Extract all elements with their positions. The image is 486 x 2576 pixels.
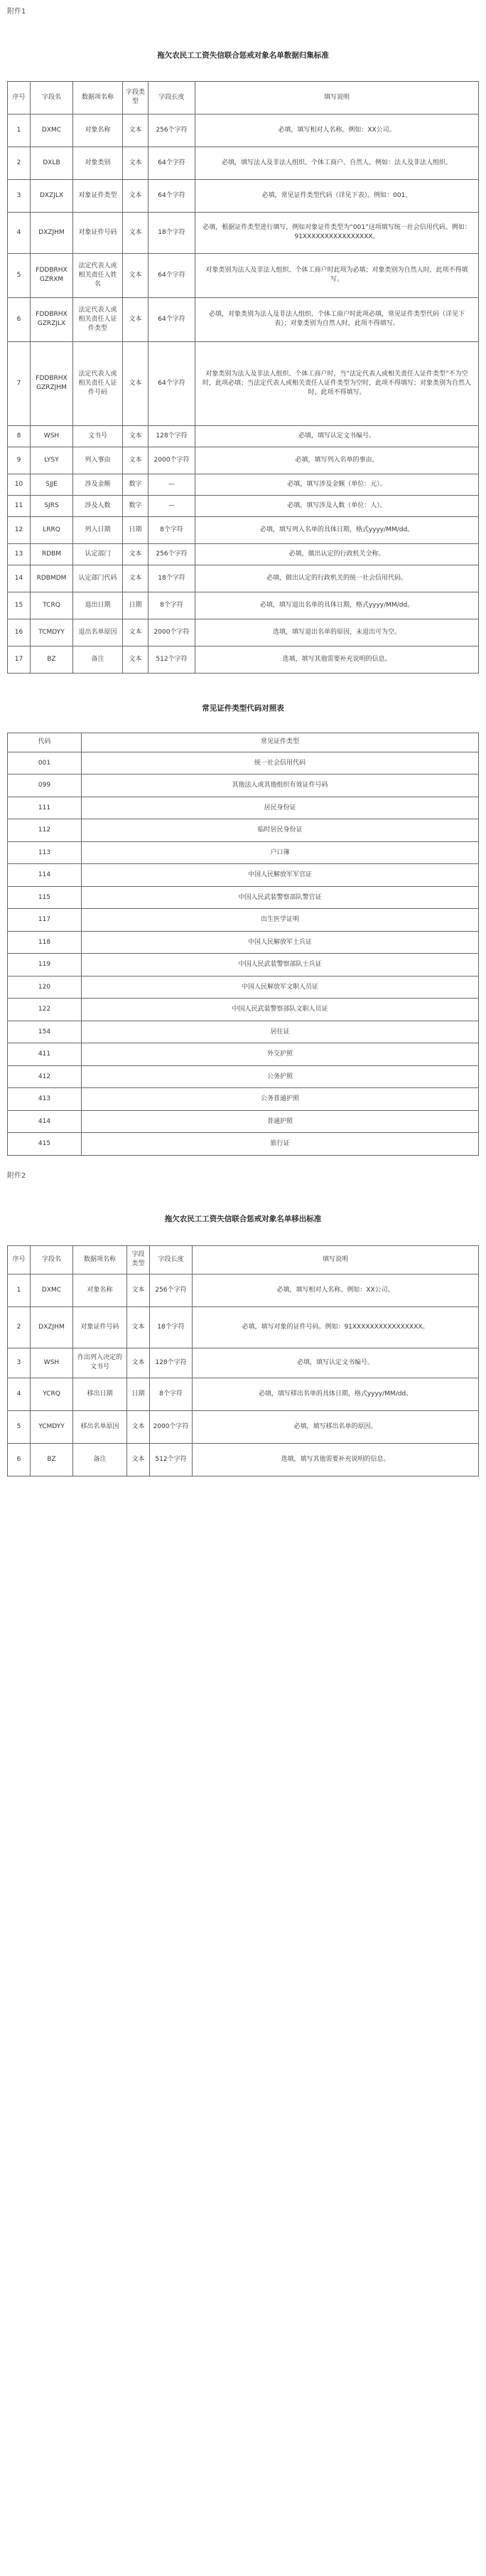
table-cell: 文本 bbox=[123, 619, 148, 646]
table-row bbox=[8, 1443, 479, 1476]
table-cell: 文本 bbox=[127, 1274, 150, 1306]
table-row bbox=[8, 516, 479, 543]
table-cell: 必填，填写移出名单的原因。 bbox=[193, 1410, 479, 1443]
table-cell: 14 bbox=[8, 565, 31, 592]
t1-body bbox=[8, 81, 479, 673]
column-header: 序号 bbox=[8, 1245, 31, 1274]
table-cell: 113 bbox=[8, 841, 82, 864]
table-cell: 必填，做出认定的行政机关的统一社会信用代码。 bbox=[195, 565, 479, 592]
column-header: 字段长度 bbox=[148, 81, 195, 114]
table-row bbox=[8, 752, 479, 775]
table-cell: 对象类别为法人及非法人组织、个体工商户时，当“法定代表人或相关责任人证件类型”不为空时，此项必填；当法定代表人或相关责任人证件类型为空时，此项不得填写；对象类别为自然人时，此项不得填写。 bbox=[195, 341, 479, 425]
table-row bbox=[8, 954, 479, 976]
table-row bbox=[8, 592, 479, 619]
table-cell: 122 bbox=[8, 999, 82, 1021]
table-cell: 4 bbox=[8, 1378, 31, 1410]
table-cell: 112 bbox=[8, 819, 82, 842]
table-cell: 数字 bbox=[123, 495, 148, 516]
table-cell: SJRS bbox=[31, 495, 73, 516]
table-row bbox=[8, 179, 479, 212]
table-cell: 文本 bbox=[127, 1348, 150, 1378]
table-row bbox=[8, 819, 479, 842]
table-cell: 119 bbox=[8, 954, 82, 976]
table-row bbox=[8, 253, 479, 297]
column-header: 数据项名称 bbox=[73, 81, 123, 114]
table-cell: 文本 bbox=[123, 297, 148, 341]
table-cell: 1 bbox=[8, 1274, 31, 1306]
column-header: 字段类型 bbox=[127, 1245, 150, 1274]
table-cell: 备注 bbox=[73, 646, 123, 673]
table-row bbox=[8, 565, 479, 592]
table-cell: 必填，填写涉及金额（单位：元）。 bbox=[195, 474, 479, 495]
table-cell: 4 bbox=[8, 212, 31, 253]
table-cell: 2000个字符 bbox=[148, 447, 195, 474]
table-cell: WSH bbox=[31, 425, 73, 447]
table-cell: 日期 bbox=[127, 1378, 150, 1410]
table-cell: 文本 bbox=[123, 447, 148, 474]
table-cell: DXZJHM bbox=[31, 212, 73, 253]
table-cell: RDBM bbox=[31, 543, 73, 565]
table-row bbox=[8, 1274, 479, 1306]
table-cell: 备注 bbox=[73, 1443, 127, 1476]
table-cell: DXZJLX bbox=[31, 179, 73, 212]
table-cell: 必填，填写涉及人数（单位：人）。 bbox=[195, 495, 479, 516]
table-cell: 必填，填写对象的证件号码。例如：91XXXXXXXXXXXXXXXX。 bbox=[193, 1306, 479, 1348]
table-cell: TCRQ bbox=[31, 592, 73, 619]
table-row bbox=[8, 864, 479, 887]
table-cell: 18个字符 bbox=[148, 212, 195, 253]
table-cell: 256个字符 bbox=[148, 114, 195, 147]
table-cell: 8个字符 bbox=[150, 1378, 193, 1410]
table-cell: 对象证件号码 bbox=[73, 212, 123, 253]
table-row bbox=[8, 1110, 479, 1133]
table-cell: 居住证 bbox=[82, 1021, 479, 1043]
table-cell: FDDBRHXGZRZJLX bbox=[31, 297, 73, 341]
table-row bbox=[8, 474, 479, 495]
table-row bbox=[8, 147, 479, 179]
table-row bbox=[8, 999, 479, 1021]
table-cell: 必填，填写列入名单的具体日期，格式yyyy/MM/dd。 bbox=[195, 516, 479, 543]
table-cell: 256个字符 bbox=[150, 1274, 193, 1306]
table-cell: BZ bbox=[31, 646, 73, 673]
table-cell: 必填，填写退出名单的具体日期，格式yyyy/MM/dd。 bbox=[195, 592, 479, 619]
table-cell: 5 bbox=[8, 253, 31, 297]
table-cell: 选填，填写退出名单的原因，未退出可为空。 bbox=[195, 619, 479, 646]
table-row bbox=[8, 797, 479, 819]
table-cell: 日期 bbox=[123, 516, 148, 543]
table-cell: 必填，填写相对人名称。例如：XX公司。 bbox=[195, 114, 479, 147]
id-type-code-table bbox=[7, 733, 479, 1156]
table-cell: 115 bbox=[8, 886, 82, 909]
table-cell: 15 bbox=[8, 592, 31, 619]
table-header-row bbox=[8, 733, 479, 752]
table-cell: — bbox=[148, 474, 195, 495]
table-cell: 64个字符 bbox=[148, 253, 195, 297]
table-cell: 数字 bbox=[123, 474, 148, 495]
table-cell: 414 bbox=[8, 1110, 82, 1133]
table-cell: 户口簿 bbox=[82, 841, 479, 864]
attachment1-label: 附件1 bbox=[7, 8, 26, 16]
table-row bbox=[8, 976, 479, 999]
table-cell: 法定代表人或相关责任人证件号码 bbox=[73, 341, 123, 425]
table-cell: 11 bbox=[8, 495, 31, 516]
table-cell: 6 bbox=[8, 1443, 31, 1476]
table-cell: 文本 bbox=[127, 1410, 150, 1443]
table-cell: 认定部门 bbox=[73, 543, 123, 565]
table-cell: 外交护照 bbox=[82, 1043, 479, 1066]
table-row bbox=[8, 1021, 479, 1043]
collection-standard-table bbox=[7, 81, 479, 674]
attachment2-title: 拖欠农民工工资失信联合惩戒对象名单移出标准 bbox=[164, 1215, 322, 1224]
table-row bbox=[8, 447, 479, 474]
table-cell: 411 bbox=[8, 1043, 82, 1066]
table-cell: 中国人民武装警察部队士兵证 bbox=[82, 954, 479, 976]
table-cell: 法定代表人或相关责任人证件类型 bbox=[73, 297, 123, 341]
column-header: 字段名 bbox=[31, 81, 73, 114]
table-cell: 对象证件类型 bbox=[73, 179, 123, 212]
table-cell: 18个字符 bbox=[148, 565, 195, 592]
table-cell: 必填，填写认定文书编号。 bbox=[193, 1348, 479, 1378]
table-cell: FDDBRHXGZRZJHM bbox=[31, 341, 73, 425]
table-cell: SJJE bbox=[31, 474, 73, 495]
table-cell: 10 bbox=[8, 474, 31, 495]
column-header: 填写说明 bbox=[195, 81, 479, 114]
table-cell: 64个字符 bbox=[148, 179, 195, 212]
table-row bbox=[8, 646, 479, 673]
table-cell: 128个字符 bbox=[148, 425, 195, 447]
column-header: 常见证件类型 bbox=[82, 733, 479, 752]
table-cell: 8个字符 bbox=[148, 592, 195, 619]
table-cell: 出生医学证明 bbox=[82, 909, 479, 932]
table-cell: 文本 bbox=[127, 1443, 150, 1476]
table-cell: YCRQ bbox=[31, 1378, 73, 1410]
table-cell: 对象类别 bbox=[73, 147, 123, 179]
table-cell: 2000个字符 bbox=[148, 619, 195, 646]
table-cell: FDDBRHXGZRXM bbox=[31, 253, 73, 297]
column-header: 字段长度 bbox=[150, 1245, 193, 1274]
table-cell: 2 bbox=[8, 147, 31, 179]
table-cell: 117 bbox=[8, 909, 82, 932]
table-cell: 中国人民武装警察部队文职人员证 bbox=[82, 999, 479, 1021]
table-cell: WSH bbox=[31, 1348, 73, 1378]
table-cell: 412 bbox=[8, 1065, 82, 1088]
table-cell: 64个字符 bbox=[148, 341, 195, 425]
table-cell: 2000个字符 bbox=[150, 1410, 193, 1443]
table-cell: 其他法人或其他组织有效证件号码 bbox=[82, 775, 479, 797]
table-row bbox=[8, 1088, 479, 1111]
table-row bbox=[8, 931, 479, 954]
table-row bbox=[8, 495, 479, 516]
table-cell: 文本 bbox=[123, 212, 148, 253]
table-cell: 选填，填写其他需要补充说明的信息。 bbox=[193, 1443, 479, 1476]
table-cell: LRRQ bbox=[31, 516, 73, 543]
table-cell: 普通护照 bbox=[82, 1110, 479, 1133]
table-cell: LYSY bbox=[31, 447, 73, 474]
table-cell: 154 bbox=[8, 1021, 82, 1043]
table-cell: DXMC bbox=[31, 1274, 73, 1306]
table-cell: 13 bbox=[8, 543, 31, 565]
table-row bbox=[8, 619, 479, 646]
table-cell: 必填，常见证件类型代码（详见下表）。例如：001。 bbox=[195, 179, 479, 212]
table-cell: 3 bbox=[8, 1348, 31, 1378]
table-row bbox=[8, 1043, 479, 1066]
table-row bbox=[8, 1133, 479, 1156]
column-header: 填写说明 bbox=[193, 1245, 479, 1274]
table-row bbox=[8, 341, 479, 425]
table-cell: YCMDYY bbox=[31, 1410, 73, 1443]
removal-standard-table bbox=[7, 1245, 479, 1476]
table-row bbox=[8, 297, 479, 341]
table-cell: 必填，根据证件类型进行填写，例如对象证件类型为“001”这项填写统一社会信用代码。例如：91XXXXXXXXXXXXXXXX。 bbox=[195, 212, 479, 253]
table-cell: 列入日期 bbox=[73, 516, 123, 543]
table-cell: 099 bbox=[8, 775, 82, 797]
table-cell: 列入事由 bbox=[73, 447, 123, 474]
table-cell: 18个字符 bbox=[150, 1306, 193, 1348]
table-cell: 统一社会信用代码 bbox=[82, 752, 479, 775]
table-cell: 文书号 bbox=[73, 425, 123, 447]
table-cell: 公务普通护照 bbox=[82, 1088, 479, 1111]
table-cell: 旅行证 bbox=[82, 1133, 479, 1156]
table-cell: 日期 bbox=[123, 592, 148, 619]
table-cell: 移出名单原因 bbox=[73, 1410, 127, 1443]
table-row bbox=[8, 425, 479, 447]
table-cell: 128个字符 bbox=[150, 1348, 193, 1378]
table-cell: TCMDYY bbox=[31, 619, 73, 646]
table-cell: 114 bbox=[8, 864, 82, 887]
table-cell: 512个字符 bbox=[150, 1443, 193, 1476]
attachment2-label: 附件2 bbox=[7, 1171, 26, 1180]
table-cell: DXMC bbox=[31, 114, 73, 147]
table-cell: 文本 bbox=[123, 425, 148, 447]
table-cell: 临时居民身份证 bbox=[82, 819, 479, 842]
table-row bbox=[8, 114, 479, 147]
table-cell: 对象名称 bbox=[73, 1274, 127, 1306]
table-cell: 中国人民解放军文职人员证 bbox=[82, 976, 479, 999]
table-cell: 8个字符 bbox=[148, 516, 195, 543]
table-cell: 对象名称 bbox=[73, 114, 123, 147]
table-cell: 中国人民解放军军官证 bbox=[82, 864, 479, 887]
table-cell: 认定部门代码 bbox=[73, 565, 123, 592]
table-row bbox=[8, 1378, 479, 1410]
table-cell: BZ bbox=[31, 1443, 73, 1476]
table-cell: 120 bbox=[8, 976, 82, 999]
table-cell: 文本 bbox=[123, 565, 148, 592]
table-header-row bbox=[8, 81, 479, 114]
table-cell: 移出日期 bbox=[73, 1378, 127, 1410]
table-cell: 文本 bbox=[127, 1306, 150, 1348]
table-cell: 必填，填写认定文书编号。 bbox=[195, 425, 479, 447]
table-cell: 文本 bbox=[123, 253, 148, 297]
table-cell: 3 bbox=[8, 179, 31, 212]
table-cell: 文本 bbox=[123, 543, 148, 565]
table-cell: RDBMDM bbox=[31, 565, 73, 592]
table-cell: 6 bbox=[8, 297, 31, 341]
table-cell: 文本 bbox=[123, 147, 148, 179]
table-cell: 16 bbox=[8, 619, 31, 646]
table-cell: 7 bbox=[8, 341, 31, 425]
table-cell: 退出名单原因 bbox=[73, 619, 123, 646]
column-header: 代码 bbox=[8, 733, 82, 752]
table-row bbox=[8, 543, 479, 565]
table-cell: 必填，填写移出名单的具体日期，格式yyyy/MM/dd。 bbox=[193, 1378, 479, 1410]
table-header-row bbox=[8, 1245, 479, 1274]
table-cell: 17 bbox=[8, 646, 31, 673]
table-row bbox=[8, 1410, 479, 1443]
table-row bbox=[8, 775, 479, 797]
table-cell: DXLB bbox=[31, 147, 73, 179]
table-cell: — bbox=[148, 495, 195, 516]
table-row bbox=[8, 1065, 479, 1088]
table-cell: 256个字符 bbox=[148, 543, 195, 565]
column-header: 字段类型 bbox=[123, 81, 148, 114]
table-cell: 001 bbox=[8, 752, 82, 775]
table-cell: 必填，填写法人及非法人组织、个体工商户、自然人。例如：法人及非法人组织。 bbox=[195, 147, 479, 179]
column-header: 字段名 bbox=[31, 1245, 73, 1274]
column-header: 数据项名称 bbox=[73, 1245, 127, 1274]
table-cell: 对象证件号码 bbox=[73, 1306, 127, 1348]
table-cell: 作出列入决定的文书号 bbox=[73, 1348, 127, 1378]
table-row bbox=[8, 212, 479, 253]
table-cell: 413 bbox=[8, 1088, 82, 1111]
table-cell: 1 bbox=[8, 114, 31, 147]
table-cell: 512个字符 bbox=[148, 646, 195, 673]
table-row bbox=[8, 909, 479, 932]
codes-title: 常见证件类型代码对照表 bbox=[202, 703, 284, 713]
table-cell: 64个字符 bbox=[148, 147, 195, 179]
table-cell: 选填，填写其他需要补充说明的信息。 bbox=[195, 646, 479, 673]
table-cell: 文本 bbox=[123, 114, 148, 147]
table-cell: 法定代表人或相关责任人姓名 bbox=[73, 253, 123, 297]
table-cell: 5 bbox=[8, 1410, 31, 1443]
column-header: 序号 bbox=[8, 81, 31, 114]
table-cell: 必填，做出认定的行政机关全称。 bbox=[195, 543, 479, 565]
table-row bbox=[8, 1348, 479, 1378]
table-cell: 中国人民武装警察部队警官证 bbox=[82, 886, 479, 909]
table-cell: 必填，填写相对人名称。例如：XX公司。 bbox=[193, 1274, 479, 1306]
table-cell: 2 bbox=[8, 1306, 31, 1348]
table-cell: 涉及金额 bbox=[73, 474, 123, 495]
attachment1-title: 拖欠农民工工资失信联合惩戒对象名单数据归集标准 bbox=[157, 50, 329, 60]
table-cell: 415 bbox=[8, 1133, 82, 1156]
table-cell: 9 bbox=[8, 447, 31, 474]
table-row bbox=[8, 1306, 479, 1348]
table-cell: 涉及人数 bbox=[73, 495, 123, 516]
table-row bbox=[8, 886, 479, 909]
table-cell: 对象类别为法人及非法人组织、个体工商户时此项为必填；对象类别为自然人时，此项不得填写。 bbox=[195, 253, 479, 297]
table-cell: 中国人民解放军士兵证 bbox=[82, 931, 479, 954]
table-cell: 文本 bbox=[123, 179, 148, 212]
table-cell: 退出日期 bbox=[73, 592, 123, 619]
table-cell: 64个字符 bbox=[148, 297, 195, 341]
table-cell: DXZJHM bbox=[31, 1306, 73, 1348]
table-cell: 文本 bbox=[123, 341, 148, 425]
table-cell: 必填，对象类别为法人及非法人组织、个体工商户时此项必填，常见证件类型代码（详见下表）；对象类别为自然人时，此项不得填写。 bbox=[195, 297, 479, 341]
table-cell: 文本 bbox=[123, 646, 148, 673]
table-cell: 118 bbox=[8, 931, 82, 954]
table-cell: 公务护照 bbox=[82, 1065, 479, 1088]
table-cell: 居民身份证 bbox=[82, 797, 479, 819]
table-cell: 12 bbox=[8, 516, 31, 543]
table-cell: 必填，填写列入名单的事由。 bbox=[195, 447, 479, 474]
table-row bbox=[8, 841, 479, 864]
table-cell: 111 bbox=[8, 797, 82, 819]
table-cell: 8 bbox=[8, 425, 31, 447]
